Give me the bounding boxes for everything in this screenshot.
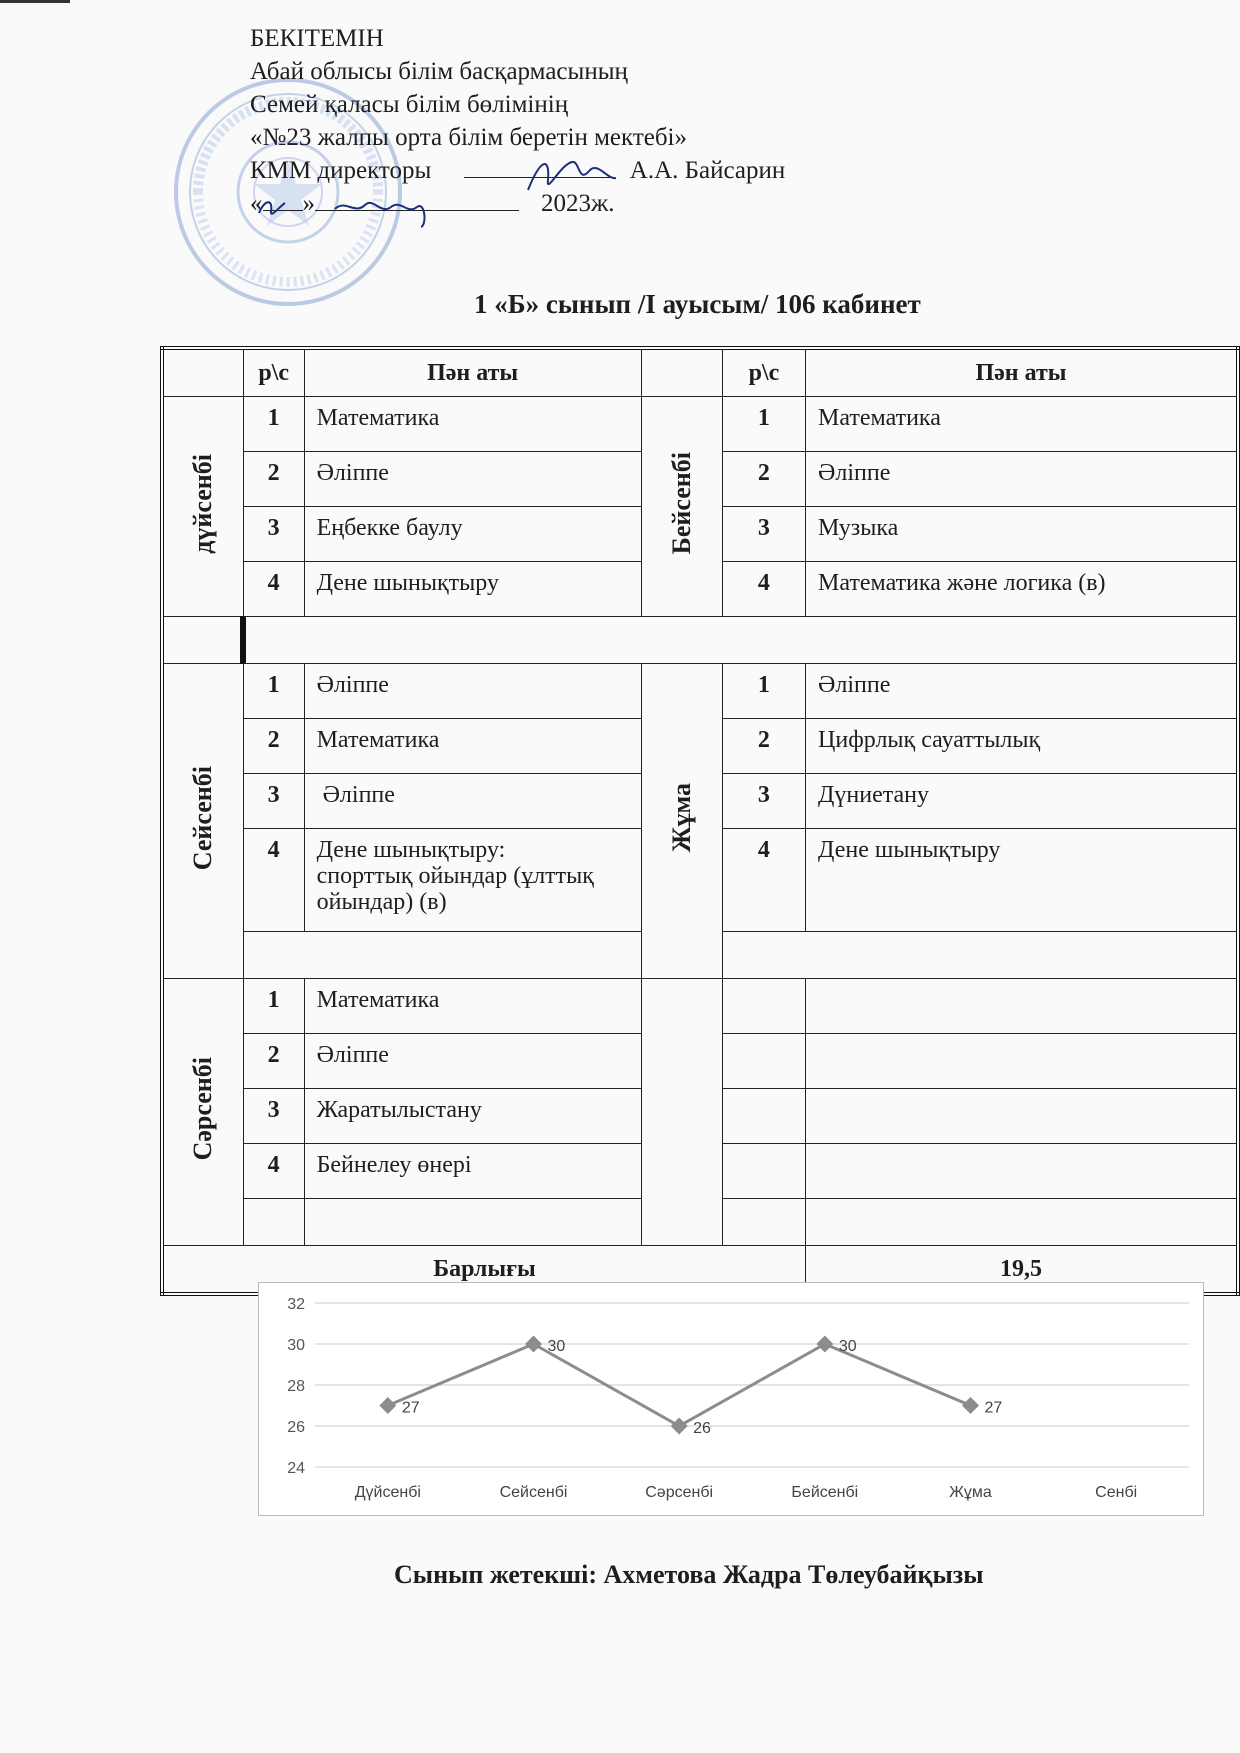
lesson-subject: Математика [304,979,641,1034]
empty-cell [722,1144,805,1199]
date-open-quote: « [250,190,263,217]
header-num-right: р\с [722,348,805,397]
lesson-num: 4 [722,562,805,617]
empty-cell [304,1199,641,1246]
empty-cell [722,932,1238,979]
empty-cell [722,1089,805,1144]
data-point [962,1397,979,1414]
day-cell-friday [641,664,722,979]
data-point [379,1397,396,1414]
empty-cell [806,1199,1238,1246]
day-cell-monday [162,397,243,617]
data-label: 27 [401,1399,420,1417]
y-tick-label: 24 [287,1460,305,1477]
lesson-num: 1 [722,664,805,719]
data-point [816,1336,833,1353]
lesson-num: 2 [243,452,304,507]
empty-cell [243,617,1238,664]
empty-cell [243,1199,304,1246]
director-line [250,154,785,187]
lesson-subject: Дене шынықтыру [806,829,1238,932]
lesson-subject: Әліппе [304,774,641,829]
lesson-num: 3 [243,1089,304,1144]
x-tick-label: Жұма [949,1484,992,1501]
y-tick-label: 32 [287,1296,305,1313]
timetable [160,346,1240,1296]
y-tick-label: 26 [287,1419,305,1436]
day-cell-tuesday [162,664,243,979]
data-label: 30 [838,1338,857,1355]
x-tick-label: Сенбі [1095,1484,1138,1501]
day-thursday: Бейсенбі [666,452,696,555]
x-tick-label: Бейсенбі [791,1484,859,1501]
handwritten-date-icon [255,185,455,230]
lesson-num: 1 [243,979,304,1034]
empty-cell [806,1144,1238,1199]
lesson-num: 2 [243,719,304,774]
lesson-num: 2 [722,452,805,507]
lesson-subject: Еңбекке баулу [304,507,641,562]
lesson-num: 4 [243,829,304,932]
data-label: 26 [693,1420,711,1437]
date-year: 2023ж. [541,190,615,217]
lesson-subject: Математика [304,397,641,452]
lesson-num: 3 [243,774,304,829]
total-value: 19,5 [806,1246,1238,1295]
lesson-subject: Әліппе [304,1034,641,1089]
lesson-subject: Музыка [806,507,1238,562]
data-label: 27 [984,1399,1003,1417]
header-subject-right: Пән аты [806,348,1238,397]
header-subject-left: Пән аты [304,348,641,397]
director-name: А.А. Байсарин [629,157,786,184]
lesson-subject: Әліппе [304,664,641,719]
empty-day-cell [641,979,722,1246]
date-close-quote: » [302,190,315,217]
data-point [671,1418,688,1435]
lesson-num: 4 [243,1144,304,1199]
lesson-num: 3 [722,507,805,562]
signature-icon [520,150,620,200]
table-row [162,397,1238,452]
empty-cell [722,1199,805,1246]
approval-line-2: Семей қаласы білім бөлімінің [250,91,569,118]
y-tick-label: 30 [287,1337,305,1354]
header-day-cell [162,348,243,397]
class-title: 1 «Б» сынып /І ауысым/ 106 кабинет [474,289,921,319]
empty-cell [162,617,243,664]
lesson-num: 1 [243,397,304,452]
lesson-num: 2 [722,719,805,774]
day-cell-wednesday [162,979,243,1246]
total-label: Барлығы [162,1246,806,1295]
approval-line-1: Абай облысы білім басқармасының [250,58,628,85]
header-num-left: р\с [243,348,304,397]
table-row [162,979,1238,1034]
lesson-subject: Математика және логика (в) [806,562,1238,617]
lesson-subject: Математика [806,397,1238,452]
lesson-num: 1 [243,664,304,719]
day-tuesday: Сейсенбі [188,765,218,871]
approval-heading: БЕКІТЕМІН [250,25,384,52]
lesson-subject: Жаратылыстану [304,1089,641,1144]
table-row-spacer [162,617,1238,664]
empty-cell [806,979,1238,1034]
lesson-num: 2 [243,1034,304,1089]
lesson-subject: Математика [304,719,641,774]
lesson-subject: Әліппе [806,452,1238,507]
lesson-subject: Әліппе [304,452,641,507]
data-point [525,1336,542,1353]
day-wednesday: Сәрсенбі [188,1057,218,1161]
table-header-row [162,348,1238,397]
class-teacher: Сынып жетекші: Ахметова Жадра Төлеубайқызы [394,1560,984,1589]
lesson-load-chart [258,1282,1204,1516]
day-friday: Жұма [666,783,696,853]
director-label: КММ директоры [250,157,432,184]
header-day-cell-right [641,348,722,397]
empty-cell [806,1089,1238,1144]
lesson-num: 3 [243,507,304,562]
y-tick-label: 28 [287,1378,305,1395]
x-tick-label: Дүйсенбі [354,1484,421,1501]
lesson-subject: Бейнелеу өнері [304,1144,641,1199]
approval-line-3: «№23 жалпы орта білім беретін мектебі» [250,124,687,151]
table-row [162,664,1238,719]
data-label: 30 [547,1338,566,1355]
scan-corner-mark [0,0,70,3]
empty-cell [243,932,641,979]
day-monday: дүйсенбі [188,453,218,554]
day-cell-thursday [641,397,722,617]
empty-cell [806,1034,1238,1089]
x-tick-label: Сәрсенбі [645,1484,714,1501]
lesson-subject: Дене шынықтыру [304,562,641,617]
lesson-subject: Цифрлық сауаттылық [806,719,1238,774]
lesson-num: 4 [722,829,805,932]
lesson-num: 1 [722,397,805,452]
line-chart [259,1283,1203,1515]
lesson-subject: Дене шынықтыру: спорттық ойындар (ұлттық ойындар) (в) [304,829,641,932]
empty-cell [722,1034,805,1089]
lesson-subject: Дүниетану [806,774,1238,829]
lesson-num: 4 [243,562,304,617]
empty-cell [722,979,805,1034]
lesson-subject: Әліппе [806,664,1238,719]
lesson-num: 3 [722,774,805,829]
x-tick-label: Сейсенбі [499,1484,568,1501]
